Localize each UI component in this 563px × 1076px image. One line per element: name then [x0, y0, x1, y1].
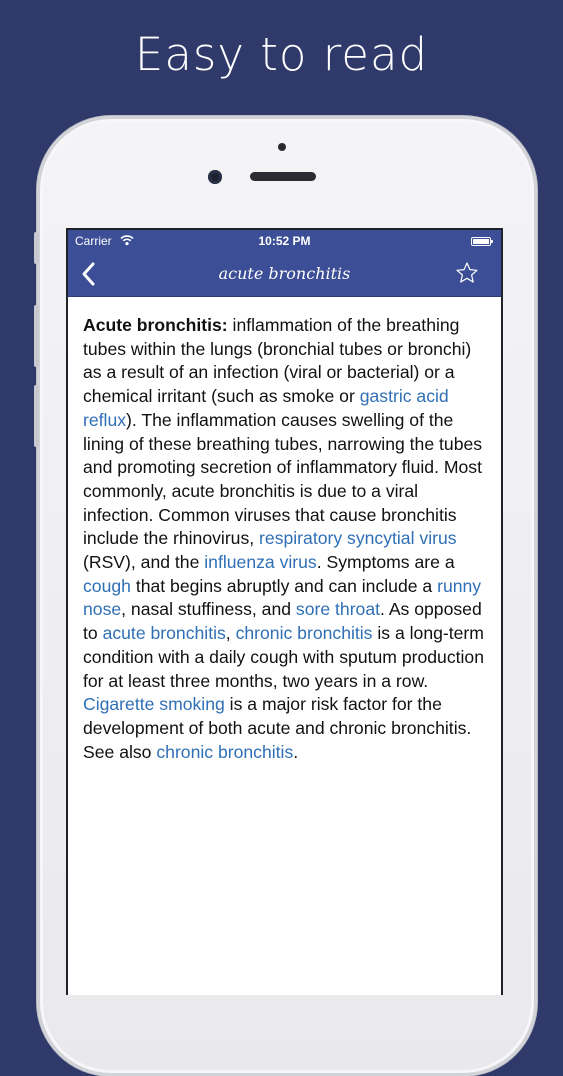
phone-speaker — [250, 172, 316, 181]
nav-title: acute bronchitis — [218, 264, 351, 283]
article-term: Acute bronchitis: — [83, 315, 228, 335]
promo-headline: Easy to read — [134, 28, 429, 81]
article-text: is a major risk factor for the development of both acute and chronic bronchitis. See also — [83, 694, 472, 762]
article-text: . — [293, 741, 299, 762]
article-text: . As opposed to — [83, 599, 482, 644]
battery-icon — [471, 237, 491, 246]
phone-sensor — [278, 143, 286, 151]
article-text: that begins abruptly and can include a — [130, 575, 438, 596]
star-icon[interactable] — [455, 261, 479, 285]
article-text: inflammation of the breathing tubes within the lungs (bronchial tubes or bronchi) as a result of an infection (viral or bacterial) or a chemical irritant (such as smoke or — [83, 315, 472, 407]
link-chronic-bronchitis[interactable]: chronic bronchitis — [235, 623, 373, 644]
article-text: , — [225, 623, 236, 644]
link-influenza-virus[interactable]: influenza virus — [204, 552, 317, 573]
app-screen — [66, 228, 503, 995]
article-text: (RSV), and the — [83, 552, 205, 573]
article-text: . Symptoms are a — [316, 552, 455, 573]
carrier-label: Carrier — [75, 234, 112, 248]
link-gastric-acid-reflux[interactable]: gastric acid reflux — [83, 386, 449, 430]
phone-camera — [208, 170, 222, 184]
phone-volume-down-button — [34, 385, 39, 447]
status-time: 10:52 PM — [258, 234, 311, 248]
link-cigarette-smoking[interactable]: Cigarette smoking — [83, 694, 225, 715]
link-see-also-chronic-bronchitis[interactable]: chronic bronchitis — [156, 741, 294, 762]
article-body — [83, 314, 493, 764]
article-text: ). The inflammation causes swelling of the lining of these breathing tubes, narrowing the tubes and promoting secretion of inflammatory fluid. Most commonly, acute bronchitis is due to a viral infection. Common viruses that cause bronchitis include the rhinovirus, — [83, 409, 483, 549]
article-text: is a long-term condition with a daily cough with sputum production for at least three months, two years in a row. — [83, 623, 484, 691]
navigation-bar — [68, 252, 501, 297]
status-bar — [68, 230, 501, 252]
article-text: , nasal stuffiness, and — [121, 599, 296, 620]
link-runny-nose[interactable]: runny nose — [83, 575, 482, 620]
phone-side-button — [34, 232, 39, 264]
link-respiratory-syncytial-virus[interactable]: respiratory syncytial virus — [259, 528, 457, 549]
link-cough[interactable]: cough — [83, 575, 131, 596]
phone-volume-up-button — [34, 305, 39, 367]
link-sore-throat[interactable]: sore throat — [295, 599, 381, 620]
link-acute-bronchitis[interactable]: acute bronchitis — [102, 623, 226, 644]
